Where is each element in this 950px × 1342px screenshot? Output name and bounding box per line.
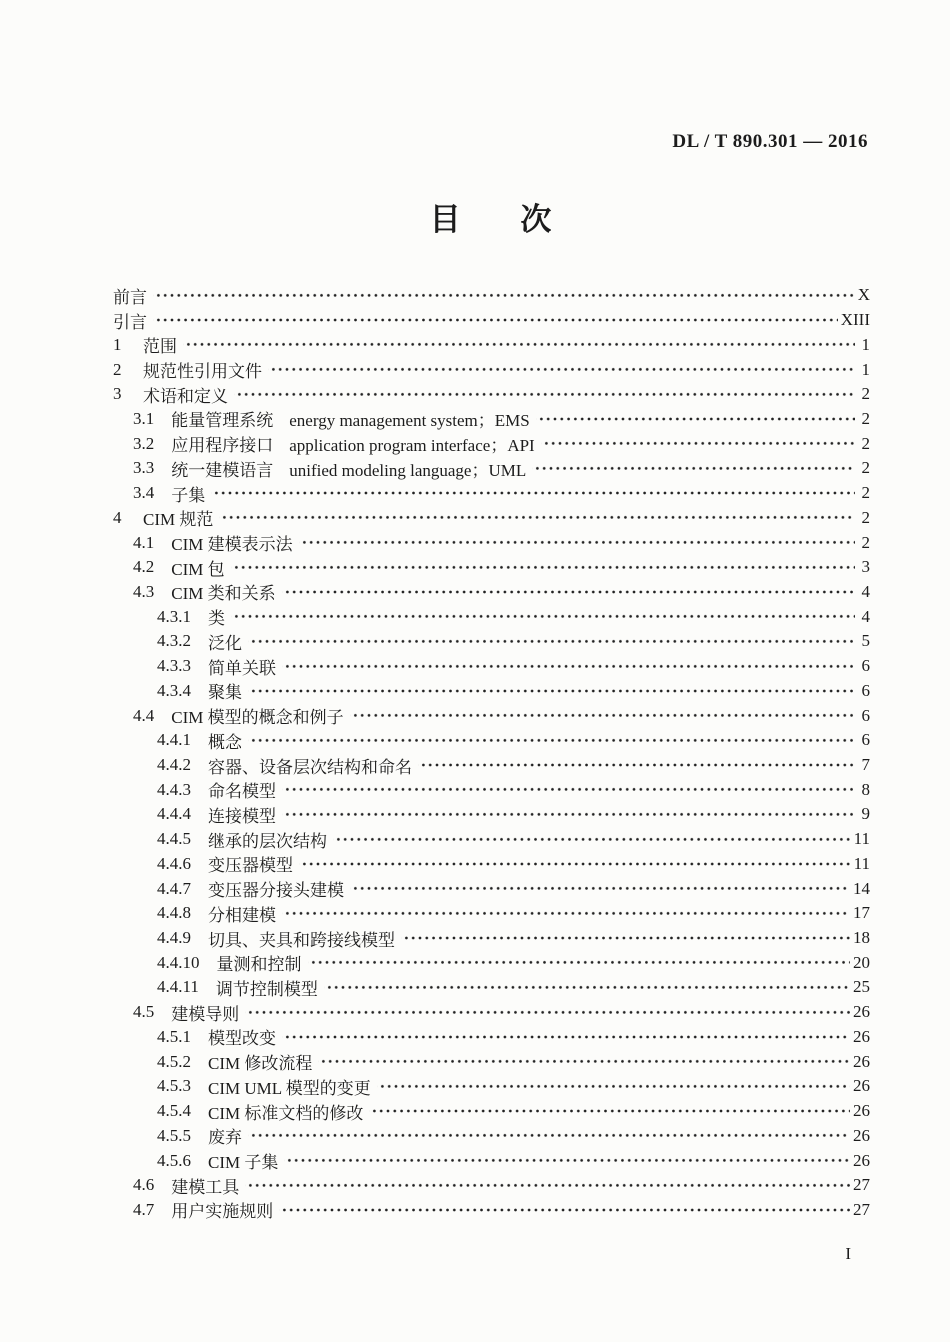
- toc-row: [113, 1099, 870, 1124]
- toc-row: [113, 876, 870, 901]
- toc-row: [113, 505, 870, 530]
- dot-leader: [541, 431, 855, 456]
- dot-leader: [350, 703, 855, 728]
- toc-entry-label: 概念: [208, 732, 242, 752]
- toc-entry-label: 建模导则: [171, 1004, 240, 1024]
- toc-row: [113, 703, 870, 728]
- dot-leader: [248, 1123, 850, 1148]
- toc-entry-page: 26: [853, 1076, 870, 1096]
- toc-entry-number: 4.4.9: [157, 928, 191, 948]
- dot-leader: [183, 332, 855, 357]
- toc-list: [113, 283, 870, 1222]
- dot-leader: [234, 382, 855, 407]
- toc-entry-number: 3.3: [133, 458, 155, 478]
- toc-entry-label: CIM UML 模型的变更: [208, 1078, 371, 1098]
- toc-entry-number: 4.4.11: [157, 977, 199, 997]
- toc-entry-page: 2: [861, 458, 870, 478]
- toc-row: [113, 1025, 870, 1050]
- toc-entry-number: 4: [113, 507, 122, 527]
- dot-leader: [299, 530, 855, 555]
- toc-row: [113, 1049, 870, 1074]
- toc-entry-label: 废弃: [208, 1128, 242, 1148]
- toc-entry-label: 用户实施规则: [171, 1202, 274, 1222]
- dot-leader: [245, 1000, 850, 1025]
- toc-row: [113, 357, 870, 382]
- toc-row: [113, 629, 870, 654]
- toc-row: [113, 777, 870, 802]
- toc-row: [113, 308, 870, 333]
- toc-entry-page: 4: [861, 606, 870, 626]
- title-char-ci: 次: [520, 202, 552, 237]
- toc-entry-number: 4.3.4: [157, 680, 191, 700]
- toc-entry-label: 建模工具: [171, 1177, 240, 1197]
- toc-entry-label: 泛化: [208, 633, 242, 653]
- dot-leader: [369, 1099, 850, 1124]
- toc-entry-page: 9: [861, 804, 870, 824]
- toc-row: [113, 555, 870, 580]
- toc-entry-number: 4.4.7: [157, 878, 191, 898]
- toc-entry-label: 命名模型: [208, 782, 276, 802]
- toc-entry-label: 能量管理系统: [171, 411, 274, 431]
- dot-leader: [282, 802, 855, 827]
- dot-leader: [279, 1198, 850, 1223]
- toc-entry-number: 2: [113, 359, 122, 379]
- toc-entry-label: 继承的层次结构: [208, 831, 327, 851]
- dot-leader: [418, 753, 855, 778]
- dot-leader: [401, 926, 850, 951]
- toc-row: [113, 1074, 870, 1099]
- toc-entry-number: 4.4.3: [157, 779, 191, 799]
- dot-leader: [377, 1074, 850, 1099]
- toc-entry-number: 4.4.2: [157, 755, 191, 775]
- toc-entry-page: 7: [861, 755, 870, 775]
- toc-row: [113, 950, 870, 975]
- dot-leader: [299, 852, 851, 877]
- toc-entry-label: 前言: [113, 287, 147, 307]
- toc-entry-page: 6: [861, 730, 870, 750]
- toc-entry-number: 3.1: [133, 408, 155, 428]
- toc-entry-label: CIM 建模表示法: [171, 535, 293, 555]
- toc-entry-page: 3: [861, 557, 870, 577]
- toc-entry-label: 分相建模: [208, 905, 276, 925]
- toc-entry-label: 术语和定义: [143, 386, 228, 406]
- toc-entry-label: CIM 模型的概念和例子: [171, 708, 344, 728]
- toc-row: [113, 481, 870, 506]
- dot-leader: [211, 481, 855, 506]
- page-title: [113, 200, 868, 240]
- toc-entry-label: 连接模型: [208, 806, 276, 826]
- toc-entry-label: CIM 类和关系: [171, 584, 276, 604]
- toc-entry-page: 27: [853, 1199, 870, 1219]
- toc-row: [113, 283, 870, 308]
- dot-leader: [333, 827, 851, 852]
- dot-leader: [219, 505, 855, 530]
- toc-entry-number: 4.5: [133, 1002, 155, 1022]
- dot-leader: [153, 308, 838, 333]
- dot-leader: [532, 456, 855, 481]
- standard-number-header: DL / T 890.301 — 2016: [672, 131, 868, 152]
- toc-row: [113, 852, 870, 877]
- dot-leader: [536, 407, 855, 432]
- toc-entry-label: 聚集: [208, 683, 242, 703]
- dot-leader: [324, 975, 850, 1000]
- toc-entry-number: 1: [113, 334, 122, 354]
- toc-entry-number: 4.5.5: [157, 1125, 191, 1145]
- toc-entry-label: 切具、夹具和跨接线模型: [208, 930, 395, 950]
- toc-entry-page: 2: [861, 483, 870, 503]
- toc-entry-page: 2: [861, 532, 870, 552]
- toc-entry-number: 4.5.1: [157, 1026, 191, 1046]
- toc-row: [113, 431, 870, 456]
- toc-entry-number: 4.4.4: [157, 804, 191, 824]
- toc-entry-number: 4.3.3: [157, 656, 191, 676]
- dot-leader: [248, 679, 855, 704]
- toc-entry-number: 4.3.2: [157, 631, 191, 651]
- toc-row: [113, 827, 870, 852]
- dot-leader: [231, 604, 855, 629]
- toc-entry-number: 4.5.3: [157, 1076, 191, 1096]
- toc-entry-page: 2: [861, 408, 870, 428]
- toc-row: [113, 975, 870, 1000]
- toc-entry-label: CIM 子集: [208, 1153, 279, 1173]
- toc-row: [113, 802, 870, 827]
- toc-entry-page: 4: [861, 581, 870, 601]
- dot-leader: [248, 629, 855, 654]
- toc-entry-label: 容器、设备层次结构和命名: [208, 757, 412, 777]
- dot-leader: [282, 901, 850, 926]
- toc-entry-page: 2: [861, 507, 870, 527]
- toc-entry-page: 26: [853, 1101, 870, 1121]
- toc-entry-page: 14: [853, 878, 870, 898]
- toc-entry-number: 3: [113, 384, 122, 404]
- toc-row: [113, 926, 870, 951]
- toc-entry-page: 26: [853, 1125, 870, 1145]
- toc-entry-number: 3.2: [133, 433, 155, 453]
- toc-entry-page: 26: [853, 1026, 870, 1046]
- toc-entry-label: 范围: [143, 337, 177, 357]
- toc-entry-english-term: unified modeling language；UML: [289, 460, 527, 480]
- dot-leader: [350, 876, 850, 901]
- toc-row: [113, 679, 870, 704]
- toc-entry-page: 2: [861, 384, 870, 404]
- toc-entry-page: 8: [861, 779, 870, 799]
- toc-entry-label: 调节控制模型: [215, 979, 318, 999]
- toc-entry-number: 4.4.1: [157, 730, 191, 750]
- toc-entry-number: 4.2: [133, 557, 155, 577]
- toc-entry-page: 18: [853, 928, 870, 948]
- toc-row: [113, 382, 870, 407]
- toc-entry-label: CIM 规范: [143, 510, 214, 530]
- toc-entry-number: 4.4: [133, 705, 155, 725]
- dot-leader: [282, 777, 855, 802]
- toc-entry-page: 25: [853, 977, 870, 997]
- toc-entry-label: 模型改变: [208, 1029, 276, 1049]
- toc-entry-label: 类: [208, 609, 225, 629]
- toc-entry-number: 4.4.8: [157, 903, 191, 923]
- toc-entry-number: 4.5.4: [157, 1101, 191, 1121]
- toc-entry-number: 4.6: [133, 1175, 155, 1195]
- toc-entry-number: 4.4.6: [157, 853, 191, 873]
- toc-entry-page: XIII: [840, 310, 870, 330]
- toc-row: [113, 604, 870, 629]
- toc-row: [113, 1123, 870, 1148]
- toc-entry-page: 11: [853, 829, 870, 849]
- toc-entry-label: 变压器模型: [208, 856, 293, 876]
- toc-entry-page: 5: [861, 631, 870, 651]
- toc-row: [113, 407, 870, 432]
- toc-row: [113, 753, 870, 778]
- toc-entry-page: 11: [853, 853, 870, 873]
- toc-entry-page: 26: [853, 1002, 870, 1022]
- toc-entry-number: 4.4.5: [157, 829, 191, 849]
- toc-row: [113, 1173, 870, 1198]
- toc-row: [113, 901, 870, 926]
- dot-leader: [282, 580, 855, 605]
- toc-entry-number: 4.3.1: [157, 606, 191, 626]
- toc-entry-label: 统一建模语言: [171, 460, 274, 480]
- toc-entry-page: 6: [861, 680, 870, 700]
- toc-entry-page: 26: [853, 1150, 870, 1170]
- dot-leader: [308, 950, 851, 975]
- dot-leader: [248, 728, 855, 753]
- dot-leader: [284, 1148, 850, 1173]
- toc-row: [113, 332, 870, 357]
- dot-leader: [282, 1025, 850, 1050]
- toc-row: [113, 728, 870, 753]
- toc-row: [113, 1148, 870, 1173]
- toc-entry-label: 应用程序接口: [171, 436, 274, 456]
- toc-entry-label: CIM 修改流程: [208, 1054, 313, 1074]
- toc-entry-page: 17: [853, 903, 870, 923]
- toc-entry-page: 20: [853, 952, 870, 972]
- toc-entry-page: 1: [861, 359, 870, 379]
- dot-leader: [245, 1173, 850, 1198]
- toc-entry-page: 27: [853, 1175, 870, 1195]
- toc-entry-label: CIM 标准文档的修改: [208, 1103, 364, 1123]
- title-char-mu: 目: [429, 202, 461, 237]
- toc-entry-label: 引言: [113, 312, 147, 332]
- dot-leader: [268, 357, 855, 382]
- toc-entry-label: CIM 包: [171, 559, 225, 579]
- toc-entry-number: 4.3: [133, 581, 155, 601]
- toc-row: [113, 530, 870, 555]
- toc-entry-english-term: energy management system；EMS: [289, 411, 530, 431]
- toc-entry-number: 4.1: [133, 532, 155, 552]
- toc-entry-number: 4.5.2: [157, 1051, 191, 1071]
- toc-row: [113, 654, 870, 679]
- toc-entry-number: 4.5.6: [157, 1150, 191, 1170]
- toc-entry-page: 26: [853, 1051, 870, 1071]
- toc-entry-page: 6: [861, 705, 870, 725]
- toc-entry-english-term: application program interface；API: [289, 436, 535, 456]
- footer-page-number: I: [845, 1244, 851, 1263]
- toc-entry-number: 4.4.10: [157, 952, 200, 972]
- toc-entry-label: 简单关联: [208, 658, 276, 678]
- dot-leader: [282, 654, 855, 679]
- toc-row: [113, 1198, 870, 1223]
- toc-entry-number: 4.7: [133, 1199, 155, 1219]
- toc-entry-label: 量测和控制: [216, 955, 302, 975]
- toc-entry-page: 6: [861, 656, 870, 676]
- toc-entry-label: 规范性引用文件: [143, 362, 262, 382]
- toc-entry-page: 2: [861, 433, 870, 453]
- toc-entry-label: 子集: [171, 485, 206, 505]
- toc-entry-label: 变压器分接头建模: [208, 881, 344, 901]
- toc-row: [113, 1000, 870, 1025]
- dot-leader: [231, 555, 855, 580]
- dot-leader: [318, 1049, 850, 1074]
- toc-entry-number: 3.4: [133, 483, 155, 503]
- toc-entry-page: X: [857, 285, 870, 305]
- toc-row: [113, 580, 870, 605]
- toc-row: [113, 456, 870, 481]
- dot-leader: [153, 283, 855, 308]
- toc-entry-page: 1: [861, 334, 870, 354]
